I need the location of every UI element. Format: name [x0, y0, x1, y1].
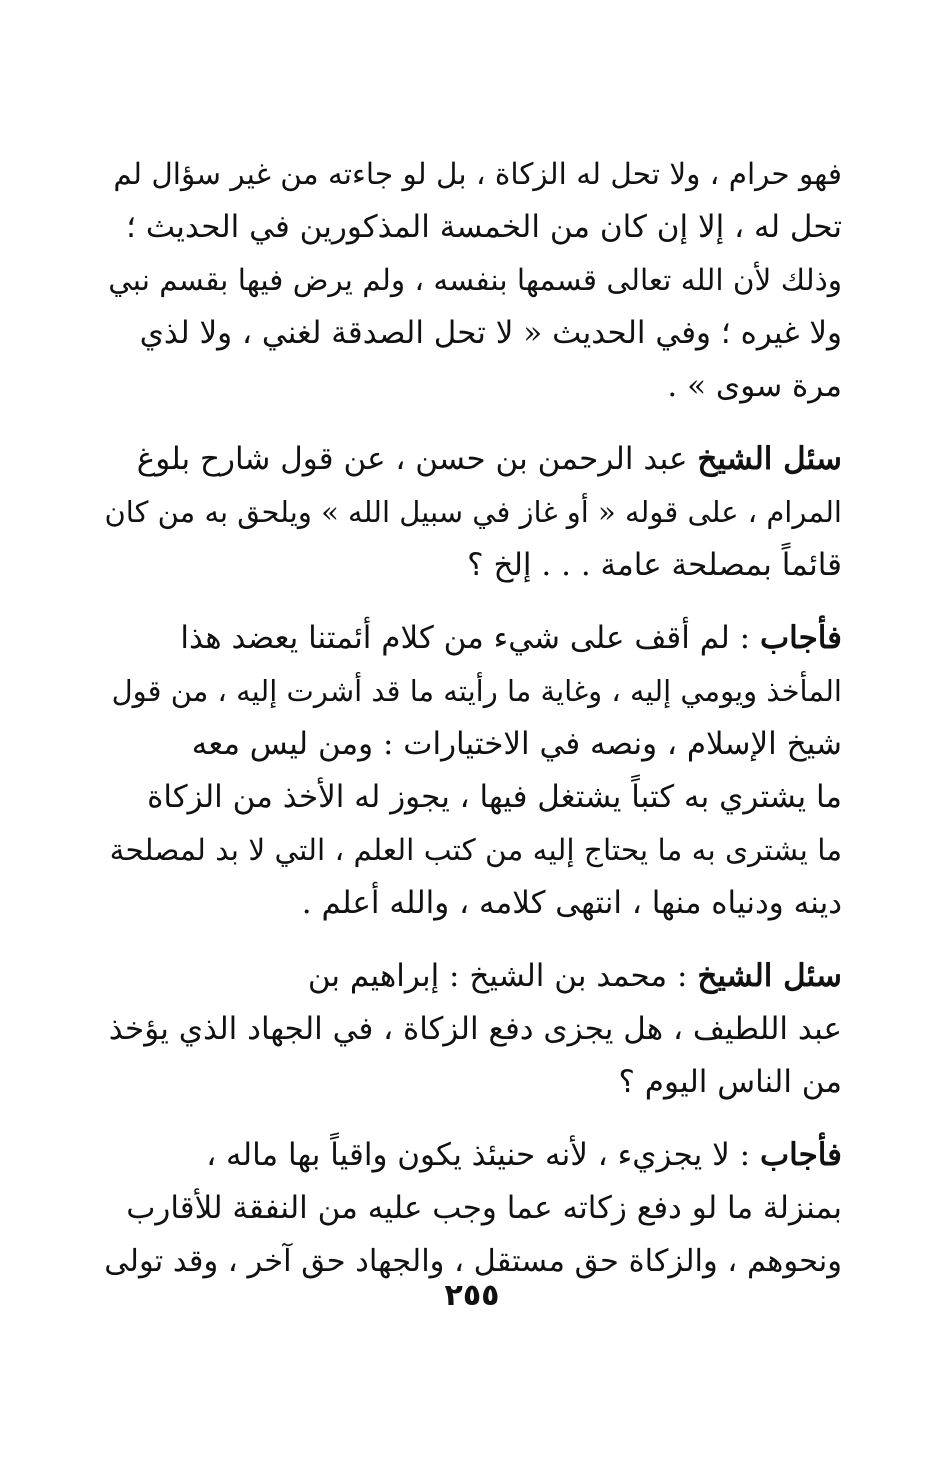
text-line: فهو حرام ، ولا تحل له الزكاة ، بل لو جاءته من غير سؤال لم: [113, 157, 842, 191]
answer-heading: فأجاب: [759, 620, 842, 656]
paragraph-3: [104, 612, 842, 930]
text-fragment: : لا يجزيء ، لأنه حنيئذ يكون واقياً بها ماله ،: [206, 1137, 760, 1173]
text-line: ونحوهم ، والزكاة حق مستقل ، والجهاد حق آخر ، وقد تولى: [104, 1244, 842, 1279]
text-line: مرة سوى » .: [667, 368, 842, 404]
text-line: وذلك لأن الله تعالى قسمها بنفسه ، ولم يرض فيها بقسم نبي: [108, 263, 842, 297]
paragraph-2: [104, 433, 842, 592]
text-line: [104, 950, 842, 1003]
text-line: [104, 612, 842, 665]
text-line: [104, 1129, 842, 1182]
answer-heading: فأجاب: [759, 1137, 842, 1173]
paragraph-5: [104, 1129, 842, 1288]
paragraph-1: [104, 148, 842, 413]
text-line: المأخذ ويومي إليه ، وغاية ما رأيته ما قد أشرت إليه ، من قول: [111, 674, 842, 708]
page-number: ٢٥٥: [444, 1278, 500, 1313]
text-fragment: عبد الرحمن بن حسن ، عن قول شارح بلوغ: [136, 441, 698, 477]
page-body: [104, 148, 842, 1288]
text-line: بمنزلة ما لو دفع زكاته عما وجب عليه من النفقة للأقارب: [126, 1190, 842, 1226]
text-line: [104, 433, 842, 486]
text-line: عبد اللطيف ، هل يجزى دفع الزكاة ، في الجهاد الذي يؤخذ: [108, 1011, 842, 1047]
text-line: ما يشترى به ما يحتاج إليه من كتب العلم ، التي لا بد لمصلحة: [109, 833, 842, 867]
question-heading: سئل الشيخ: [697, 958, 842, 994]
text-line: ولا غيره ؛ وفي الحديث « لا تحل الصدقة لغني ، ولا لذي: [139, 315, 842, 351]
text-fragment: : محمد بن الشيخ : إبراهيم بن: [307, 958, 698, 994]
text-line: دينه ودنياه منها ، انتهى كلامه ، والله أعلم .: [301, 885, 842, 921]
paragraph-4: [104, 950, 842, 1109]
text-line: شيخ الإسلام ، ونصه في الاختيارات : ومن ليس معه: [191, 726, 842, 762]
text-line: قائماً بمصلحة عامة . . . إلخ ؟: [467, 547, 842, 583]
text-line: ما يشتري به كتباً يشتغل فيها ، يجوز له الأخذ من الزكاة: [147, 779, 842, 815]
text-fragment: : لم أقف على شيء من كلام أئمتنا يعضد هذا: [180, 620, 760, 656]
question-heading: سئل الشيخ: [697, 441, 842, 477]
text-line: من الناس اليوم ؟: [618, 1064, 842, 1100]
text-line: المرام ، على قوله « أو غاز في سبيل الله » ويلحق به من كان: [104, 495, 842, 529]
text-line: تحل له ، إلا إن كان من الخمسة المذكورين في الحديث ؛: [126, 209, 842, 245]
